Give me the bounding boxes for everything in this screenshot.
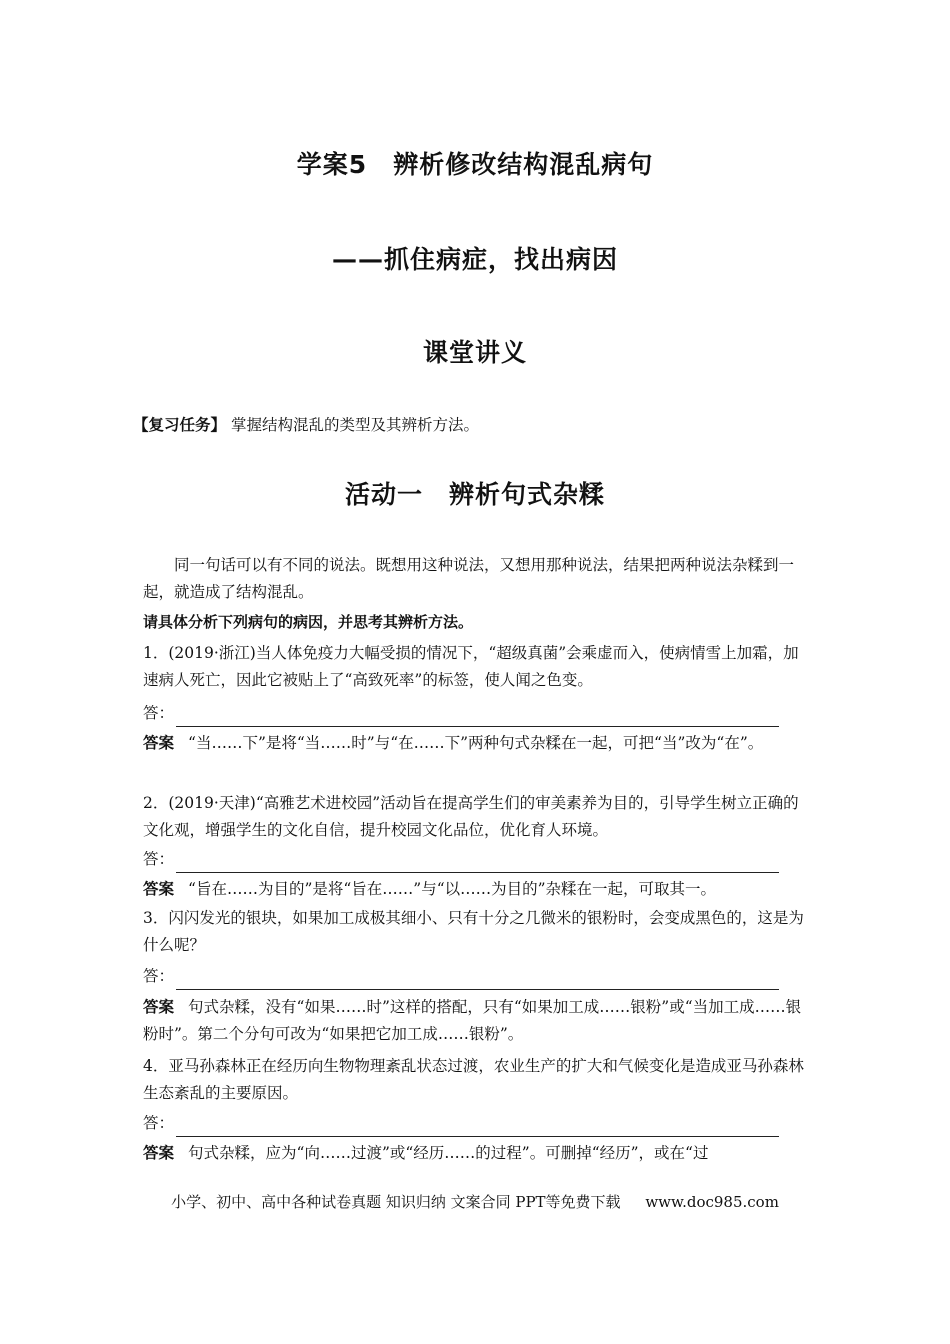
footer-text: 小学、初中、高中各种试卷真题 知识归纳 文案合同 PPT等免费下载 bbox=[171, 1193, 621, 1211]
answer-label: 答案 bbox=[143, 998, 175, 1016]
review-task-label: 【复习任务】 bbox=[133, 416, 227, 434]
footer-url[interactable]: www.doc985.com bbox=[645, 1193, 779, 1211]
answer-blank-3 bbox=[143, 963, 813, 990]
answer-label: 答案 bbox=[143, 1144, 175, 1162]
answer-1 bbox=[143, 730, 813, 757]
page-subtitle: ——抓住病症，找出病因 bbox=[331, 245, 618, 274]
page-title: 学案5 辨析修改结构混乱病句 bbox=[296, 150, 654, 179]
answer-blank-2 bbox=[143, 846, 813, 873]
page-footer bbox=[0, 1191, 950, 1212]
answer-blank-4 bbox=[143, 1110, 813, 1137]
answer-label: 答案 bbox=[143, 734, 175, 752]
answer-text-1: “当……下”是将“当……时”与“在……下”两种句式杂糅在一起，可把“当”改为“在”。 bbox=[188, 734, 764, 752]
answer-prefix: 答： bbox=[143, 967, 175, 985]
answer-prefix: 答： bbox=[143, 1114, 175, 1132]
instruction-prompt: 请具体分析下列病句的病因，并思考其辨析方法。 bbox=[143, 613, 474, 631]
answer-3 bbox=[143, 994, 813, 1048]
answer-prefix: 答： bbox=[143, 704, 175, 722]
answer-prefix: 答： bbox=[143, 850, 175, 868]
review-task-text: 掌握结构混乱的类型及其辨析方法。 bbox=[230, 416, 479, 434]
answer-underline bbox=[176, 1117, 779, 1137]
review-task bbox=[133, 413, 479, 435]
question-3: 3．闪闪发光的银块，如果加工成极其细小、只有十分之几微米的银粉时，会变成黑色的，这是为什么呢？ bbox=[143, 909, 804, 954]
answer-label: 答案 bbox=[143, 880, 175, 898]
intro-paragraph: 同一句话可以有不同的说法。既想用这种说法，又想用那种说法，结果把两种说法杂糅到一起，就造成了结构混乱。 bbox=[143, 556, 795, 601]
question-1: 1．(2019·浙江)当人体免疫力大幅受损的情况下，“超级真菌”会乘虚而入，使病情雪上加霜，加速病人死亡，因此它被贴上了“高致死率”的标签，使人闻之色变。 bbox=[143, 644, 799, 689]
question-2: 2．(2019·天津)“高雅艺术进校园”活动旨在提高学生们的审美素养为目的，引导学生树立正确的文化观，增强学生的文化自信，提升校园文化品位，优化育人环境。 bbox=[143, 794, 799, 839]
answer-underline bbox=[176, 707, 779, 727]
answer-text-4: 句式杂糅，应为“向……过渡”或“经历……的过程”。可删掉“经历”，或在“过 bbox=[188, 1144, 709, 1162]
answer-underline bbox=[176, 853, 779, 873]
answer-blank-1 bbox=[143, 700, 813, 727]
answer-text-3: 句式杂糅，没有“如果……时”这样的搭配，只有“如果加工成……银粉”或“当加工成……银粉时”。第二个分句可改为“如果把它加工成……银粉”。 bbox=[143, 998, 802, 1043]
answer-text-2: “旨在……为目的”是将“旨在……”与“以……为目的”杂糅在一起，可取其一。 bbox=[188, 880, 717, 898]
answer-2 bbox=[143, 876, 813, 903]
answer-4 bbox=[143, 1140, 813, 1167]
question-4: 4．亚马孙森林正在经历向生物物理紊乱状态过渡，农业生产的扩大和气候变化是造成亚马孙森林生态紊乱的主要原因。 bbox=[143, 1057, 804, 1102]
activity-title: 活动一 辨析句式杂糅 bbox=[344, 480, 605, 509]
answer-underline bbox=[176, 970, 779, 990]
section-title: 课堂讲义 bbox=[422, 338, 527, 367]
